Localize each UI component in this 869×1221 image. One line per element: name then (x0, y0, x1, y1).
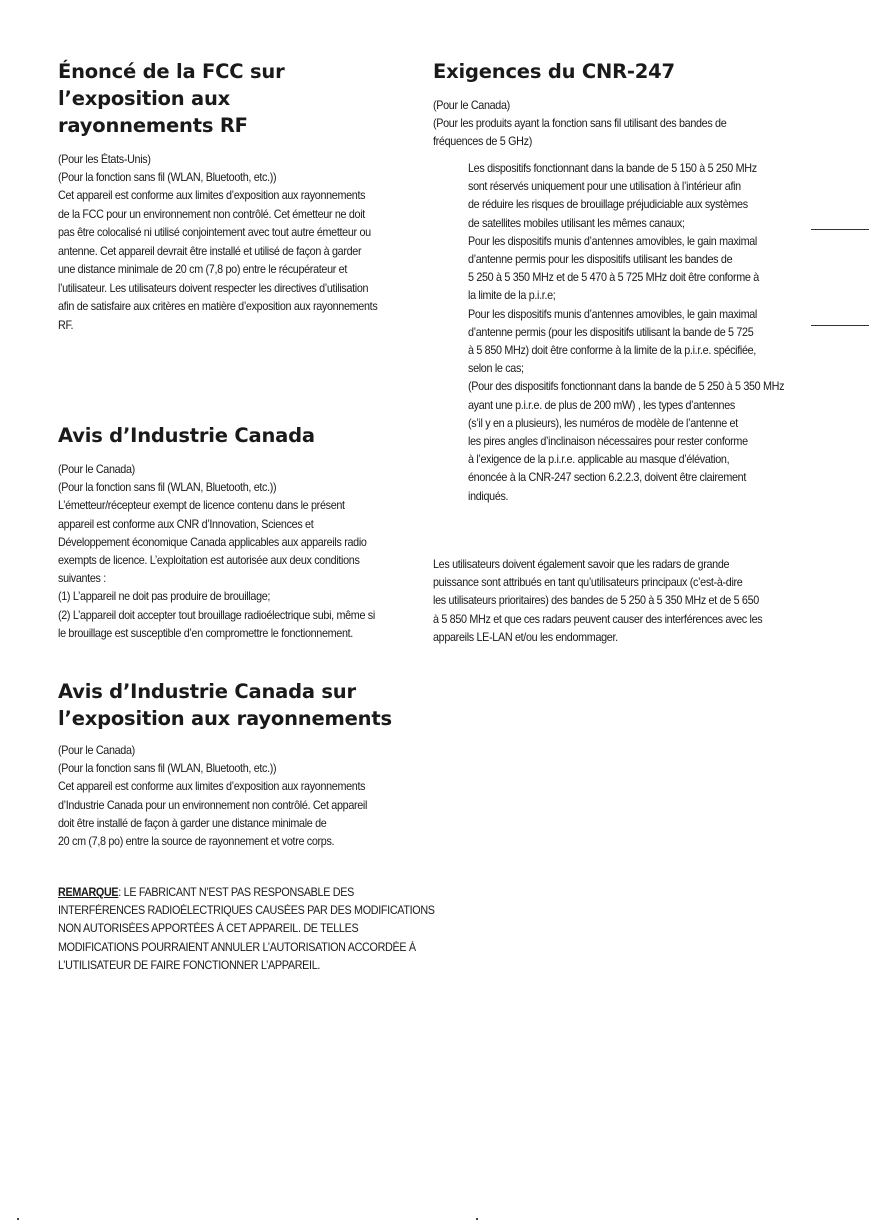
fcc-heading-line: rayonnements RF (58, 114, 248, 137)
cnr-product-note: fréquences de 5 GHz) (433, 135, 532, 149)
cnr-heading (433, 58, 813, 85)
remarque-line: NON AUTORISÉES APPORTÉES À CET APPAREIL. DE TELLES (58, 922, 359, 936)
cnr-requirement-item (468, 160, 813, 233)
cnr-requirement-item (468, 378, 813, 505)
edge-divider-line (811, 325, 869, 326)
ic-exposure-heading (58, 678, 414, 732)
ic-heading-line: Avis d’Industrie Canada (58, 424, 315, 447)
cnr-requirement-line: Pour les dispositifs munis d’antennes amovibles, le gain maximal (468, 307, 758, 321)
cnr-requirement-line: selon le cas; (468, 362, 524, 376)
ic-condition-2: (2) L’appareil doit accepter tout brouillage radioélectrique subi, même si (58, 608, 375, 622)
cnr-requirement-line: Pour les dispositifs munis d’antennes amovibles, le gain maximal (468, 234, 758, 248)
cnr-product-note: (Pour les produits ayant la fonction sans fil utilisant des bandes de (433, 117, 727, 131)
cnr-requirement-line: (s’il y en a plusieurs), les numéros de modèle de l’antenne et (468, 416, 738, 430)
fcc-statement (58, 187, 414, 335)
crop-mark (476, 1218, 478, 1220)
cnr-requirement-line: à l’exigence de la p.i.r.e. applicable au masque d’élévation, (468, 453, 730, 467)
ic-exposure-statement-line: d’Industrie Canada pour un environnement non contrôlé. Cet appareil (58, 798, 368, 812)
cnr-requirement-line: d’antenne permis pour les dispositifs utilisant les bandes de (468, 253, 733, 267)
cnr-closing-line: puissance sont attribués en tant qu’utilisateurs principaux (c’est-à-dire (433, 576, 743, 590)
ic-exposure-body (58, 742, 414, 851)
cnr-requirement-line: les pires angles d’inclinaison nécessaires pour rester conforme (468, 435, 748, 449)
cnr-requirement-line: Les dispositifs fonctionnant dans la bande de 5 150 à 5 250 MHz (468, 162, 757, 175)
ic-exposure-statement-line: Cet appareil est conforme aux limites d’exposition aux rayonnements (58, 780, 366, 794)
ic-region-note: (Pour le Canada) (58, 463, 135, 476)
cnr-requirement-line: (Pour des dispositifs fonctionnant dans la bande de 5 250 à 5 350 MHz (468, 380, 785, 394)
cnr-requirement-line: d’antenne permis (pour les dispositifs utilisant la bande de 5 725 (468, 325, 754, 339)
ic-exposure-statement-line: 20 cm (7,8 po) entre la source de rayonnement et votre corps. (58, 835, 335, 849)
cnr-requirement-item (468, 233, 813, 306)
ic-statement-line: L’émetteur/récepteur exempt de licence contenu dans le présent (58, 499, 345, 513)
fcc-statement-line: RF. (58, 318, 74, 332)
fcc-statement-line: l’utilisateur. Les utilisateurs doivent respecter les directives d’utilisation (58, 281, 369, 295)
remarque-label: REMARQUE (58, 886, 119, 899)
fcc-heading-line: Énoncé de la FCC sur l’exposition aux (58, 60, 285, 110)
fcc-statement-line: une distance minimale de 20 cm (7,8 po) entre le récupérateur et (58, 263, 348, 277)
cnr-requirement-line: à 5 850 MHz) doit être conforme à la limite de la p.i.r.e. spécifiée, (468, 344, 756, 358)
ic-statement-line: exempts de licence. L’exploitation est autorisée aux deux conditions (58, 554, 360, 568)
cnr-requirement-line: 5 250 à 5 350 MHz et de 5 470 à 5 725 MHz doit être conforme à (468, 271, 759, 285)
cnr-requirement-line: indiqués. (468, 489, 509, 503)
crop-mark (17, 1218, 19, 1220)
ic-body (58, 461, 414, 643)
cnr-closing-line: Les utilisateurs doivent également savoir que les radars de grande (433, 558, 730, 571)
cnr-closing (433, 556, 813, 647)
fcc-statement-line: afin de satisfaire aux critères en matière d’exposition aux rayonnements (58, 300, 378, 314)
remarque-first-line (58, 884, 389, 902)
cnr-section (433, 58, 813, 152)
ic-exposure-region-note: (Pour le Canada) (58, 744, 135, 757)
cnr-requirement-line: la limite de la p.i.r.e; (468, 289, 556, 303)
ic-statement-line: appareil est conforme aux CNR d’Innovation, Sciences et (58, 517, 314, 531)
cnr-requirement-list (468, 160, 813, 506)
fcc-statement-line: pas être colocalisé ni utilisé conjointement avec tout autre émetteur ou (58, 226, 371, 240)
ic-exposure-section (58, 678, 414, 851)
edge-divider-line (811, 229, 869, 230)
ic-exposure-statement-line: doit être installé de façon à garder une distance minimale de (58, 816, 327, 830)
ic-heading (58, 422, 414, 449)
remarque-line: L’UTILISATEUR DE FAIRE FONCTIONNER L’APPAREIL. (58, 958, 321, 972)
cnr-requirement-line: de réduire les risques de brouillage préjudiciable aux systèmes (468, 198, 748, 212)
cnr-heading-line: Exigences du CNR-247 (433, 60, 675, 83)
cnr-closing-line: à 5 850 MHz et que ces radars peuvent causer des interférences avec les (433, 612, 763, 626)
ic-function-note: (Pour la fonction sans fil (WLAN, Bluetooth, etc.)) (58, 481, 277, 495)
cnr-requirement-line: sont réservés uniquement pour une utilisation à l’intérieur afin (468, 180, 741, 194)
ic-statement-line: suivantes : (58, 572, 106, 586)
fcc-section (58, 58, 414, 335)
remarque-line: INTERFÉRENCES RADIOÉLECTRIQUES CAUSÉES PAR DES MODIFICATIONS (58, 904, 435, 918)
fcc-statement-line: Cet appareil est conforme aux limites d’exposition aux rayonnements (58, 189, 366, 203)
ic-exposure-function-note: (Pour la fonction sans fil (WLAN, Bluetooth, etc.)) (58, 762, 277, 776)
fcc-function-note: (Pour la fonction sans fil (WLAN, Bluetooth, etc.)) (58, 171, 277, 185)
cnr-closing-line: les utilisateurs prioritaires) des bandes de 5 250 à 5 350 MHz et de 5 650 (433, 594, 759, 608)
fcc-statement-line: antenne. Cet appareil devrait être installé et utilisé de façon à garder (58, 244, 362, 258)
fcc-body (58, 151, 414, 335)
cnr-requirement-line: énoncée à la CNR-247 section 6.2.2.3, doivent être clairement (468, 471, 747, 485)
fcc-heading (58, 58, 414, 139)
ic-exposure-heading-line: l’exposition aux rayonnements (58, 707, 392, 730)
cnr-requirement-line: ayant une p.i.r.e. de plus de 200 mW) , les types d’antennes (468, 398, 735, 412)
remarque-first-line-text: : LE FABRICANT N’EST PAS RESPONSABLE DES (118, 886, 354, 899)
remarque-note (58, 884, 435, 975)
ic-statement-line: Développement économique Canada applicables aux appareils radio (58, 535, 367, 549)
cnr-requirement-line: de satellites mobiles utilisant les mêmes canaux; (468, 216, 685, 230)
fcc-region-note: (Pour les États-Unis) (58, 153, 151, 166)
ic-section (58, 422, 414, 643)
ic-condition-1: (1) L’appareil ne doit pas produire de brouillage; (58, 590, 271, 604)
cnr-requirement-item (468, 306, 813, 379)
remarque-line: MODIFICATIONS POURRAIENT ANNULER L’AUTORISATION ACCORDÉE À (58, 940, 416, 954)
ic-condition-2: le brouillage est susceptible d’en compromettre le fonctionnement. (58, 626, 353, 640)
ic-exposure-heading-line: Avis d’Industrie Canada sur (58, 680, 356, 703)
cnr-closing-line: appareils LE-LAN et/ou les endommager. (433, 630, 618, 644)
fcc-statement-line: de la FCC pour un environnement non contrôlé. Cet émetteur ne doit (58, 207, 365, 221)
cnr-region-note: (Pour le Canada) (433, 99, 510, 112)
cnr-intro (433, 97, 813, 152)
